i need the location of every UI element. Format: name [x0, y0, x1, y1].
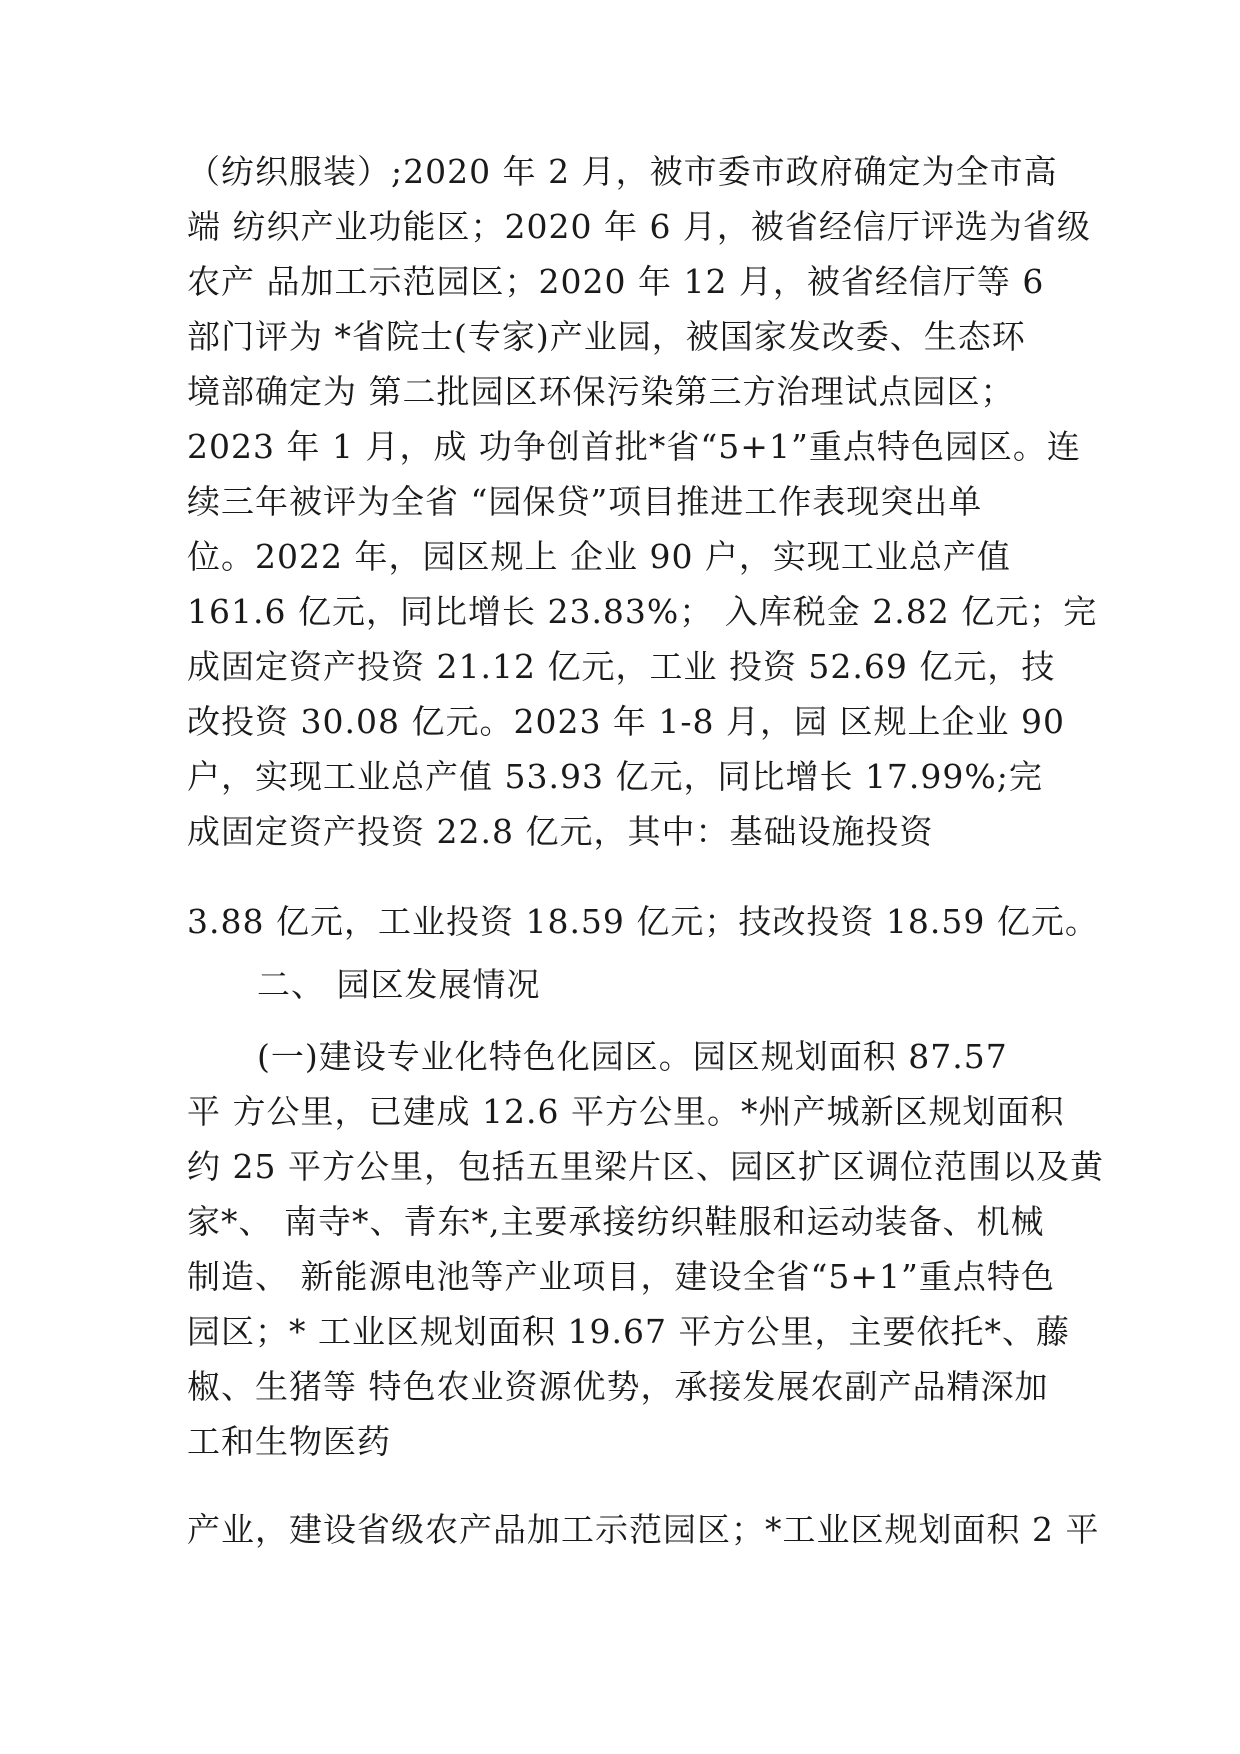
section-heading: 二、 园区发展情况	[257, 965, 541, 1004]
text-line: 改投资 30.08 亿元。2023 年 1-8 月，园 区规上企业 90	[187, 702, 1066, 741]
text-line: 约 25 平方公里，包括五里梁片区、园区扩区调位范围以及黄	[187, 1147, 1104, 1186]
text-line: 成固定资产投资 21.12 亿元，工业 投资 52.69 亿元，技	[187, 647, 1056, 686]
text-line: 农产 品加工示范园区；2020 年 12 月，被省经信厅等 6	[187, 262, 1045, 301]
text-line: 成固定资产投资 22.8 亿元，其中：基础设施投资	[187, 812, 934, 851]
text-line: 2023 年 1 月，成 功争创首批*省“5+1”重点特色园区。连	[187, 427, 1081, 466]
text-line: 园区；* 工业区规划面积 19.67 平方公里，主要依托*、藤	[187, 1312, 1070, 1351]
text-line: 部门评为 *省院士(专家)产业园，被国家发改委、生态环	[187, 317, 1026, 356]
text-line: 家*、 南寺*、青东*,主要承接纺织鞋服和运动装备、机械	[187, 1202, 1045, 1241]
text-line: 3.88 亿元，工业投资 18.59 亿元；技改投资 18.59 亿元。	[187, 902, 1099, 941]
text-line: （纺织服装）;2020 年 2 月，被市委市政府确定为全市高	[187, 152, 1058, 191]
text-line: 平 方公里，已建成 12.6 平方公里。*州产城新区规划面积	[187, 1092, 1065, 1131]
text-line: 位。2022 年，园区规上 企业 90 户，实现工业总产值	[187, 537, 1011, 576]
text-line: 境部确定为 第二批园区环保污染第三方治理试点园区；	[187, 372, 1015, 411]
text-line: 端 纺织产业功能区；2020 年 6 月，被省经信厅评选为省级	[187, 207, 1091, 246]
text-line: 工和生物医药	[187, 1422, 391, 1461]
text-line: 161.6 亿元，同比增长 23.83%； 入库税金 2.82 亿元；完	[187, 592, 1098, 631]
text-line: (一)建设专业化特色化园区。园区规划面积 87.57	[257, 1037, 1008, 1076]
text-line: 制造、 新能源电池等产业项目，建设全省“5+1”重点特色	[187, 1257, 1055, 1296]
text-line: 椒、生猪等 特色农业资源优势，承接发展农副产品精深加	[187, 1367, 1049, 1406]
text-line: 产业，建设省级农产品加工示范园区；*工业区规划面积 2 平	[187, 1510, 1100, 1549]
text-line: 续三年被评为全省 “园保贷”项目推进工作表现突出单	[187, 482, 983, 521]
text-line: 户，实现工业总产值 53.93 亿元，同比增长 17.99%;完	[187, 757, 1043, 796]
